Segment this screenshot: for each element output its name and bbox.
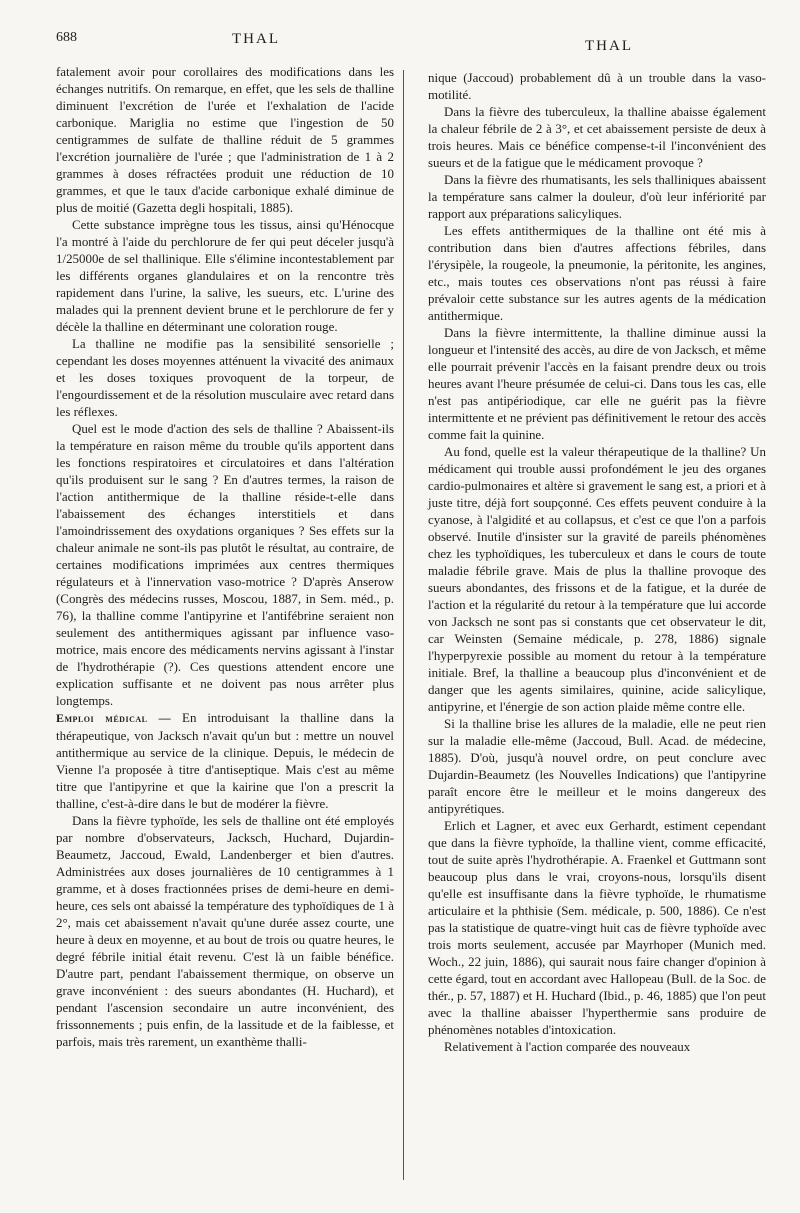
section-lead: Emploi médical —	[56, 711, 172, 725]
paragraph: Dans la fièvre typhoïde, les sels de thalline ont été employés par nombre d'observateurs, Jacksch, Huchard, Dujardin-Beaumetz, Jaccoud, Ewald, Landenberger et bien d'autres. Administrées aux doses journalières de 10 centigrammes à 1 gramme, et à doses fractionnées prises de demi-heure en demi-heure, ces sels ont abaissé la température des typhoïdiques de 1 à 2°, mais cet abaissement n'avait qu'une durée assez courte, une heure à deux en moyenne, et au bout de trois ou quatre heures, le degré fébrile initial était revenu. C'est là un faible bénéfice. D'autre part, pendant l'abaissement thermique, on observe un grave inconvénient : des sueurs abondantes (H. Huchard), et pendant l'ascension secondaire un autre inconvénient, des frissonnements ; puis enfin, de la lassitude et de la faiblesse, et parfois, mais très rarement, un exanthème thalli-	[56, 813, 394, 1049]
paragraph: Cette substance imprègne tous les tissus, ainsi qu'Hénocque l'a montré à l'aide du perchlorure de fer qui peut déceler jusqu'à 1/25000e de sel thallinique. Elle s'élimine incontestablement par les différents organes glandulaires et on la rencontre très rapidement dans l'urine, la salive, les sueurs, etc. L'urine des malades qui la prennent devient brune et le perchlorure de fer y décèle la thalline en déterminant une coloration rouge.	[56, 217, 394, 334]
paragraph: fatalement avoir pour corollaires des modifications dans les échanges nutritifs. On remarque, en effet, que les sels de thalline diminuent l'excrétion de l'urée et l'exhalation de l'acide carbonique. Mariglia no estime que l'ingestion de 50 centigrammes de sulfate de thalline réduit de 5 grammes l'excrétion journalière de l'urée ; que l'administration de 1 à 2 grammes à doses réfractées produit une réduction de 10 grammes, et que le taux d'acide carbonique exhalé diminue de plus de moitié (Gazetta degli hospitali, 1885).	[56, 64, 394, 215]
right-column	[428, 69, 766, 1055]
column-divider	[403, 70, 404, 1180]
paragraph: nique (Jaccoud) probablement dû à un trouble dans la vaso-motilité.	[428, 70, 766, 102]
page-number: 688	[56, 30, 77, 45]
paragraph: Au fond, quelle est la valeur thérapeutique de la thalline? Un médicament qui trouble aussi profondément le jeu des organes cardio-pulmonaires et altère si gravement le sang est, a priori et à juste titre, déjà fort soupçonné. Ces effets peuvent conduire à la cyanose, à l'algidité et au collapsus, et c'est ce que l'on a parfois observé. Inutile d'insister sur la gravité de pareils phénomènes chez les typhoïdiques, les tuberculeux et dans le cours de toute maladie fébrile grave. Mais de plus la thalline provoque des sueurs abondantes, des frissons et de la fatigue, et la durée de l'action et la régularité du retour à la température que lui accorde von Jacksch ne sont pas si constants que cet observateur le dit, car Weinsten (Semaine médicale, p. 278, 1886) signale l'hyperpyrexie possible au moment du retour à la température initiale. Bref, la thalline a beaucoup plus d'inconvénient et de danger que les agents similaires, quinine, acide salicylique, antipyrine, et l'énergie de son action plaide même contre elle.	[428, 444, 766, 714]
paragraph: Erlich et Lagner, et avec eux Gerhardt, estiment cependant que dans la fièvre typhoïde, la thalline vient, comme efficacité, tout de suite après l'hydrothérapie. A. Fraenkel et Guttmann sont beaucoup plus dans le vrai, croyons-nous, lorsqu'ils disent qu'elle est insuffisante dans la fièvre typhoïde, le rhumatisme articulaire et la phthisie (Sem. médicale, p. 500, 1886). Ce n'est pas la statistique de quatre-vingt huit cas de fièvre typhoïde avec trois morts seulement, accusée par Mayrhoper (Munich med. Woch., 22 juin, 1886), qui saurait nous faire changer d'opinion à cette égard, tout en accordant avec Hallopeau (Bull. de la Soc. de thér., p. 57, 1887) et H. Huchard (Ibid., p. 46, 1885) que l'on peut avec la thalline abaisser l'hyperthermie sans produire de phénomènes notables d'intoxication.	[428, 818, 766, 1037]
paragraph: Dans la fièvre des rhumatisants, les sels thalliniques abaissent la température sans calmer la douleur, d'où leur infériorité par rapport aux préparations salicyliques.	[428, 172, 766, 221]
paragraph: Quel est le mode d'action des sels de thalline ? Abaissent-ils la température en raison même du trouble qu'ils apportent dans les fonctions respiratoires et circulatoires et dans l'altération qu'ils produisent sur le sang ? En d'autres termes, la raison de l'action antithermique de la thalline réside-t-elle dans l'abaissement des échanges interstitiels et dans l'amoindrissement des oxydations organiques ? Ses effets sur la chaleur animale ne sont-ils pas plutôt le résultat, au contraire, de certaines modifications imprimées aux centres thermiques régulateurs et à l'innervation vaso-motrice ? D'après Anserow (Congrès des médecins russes, Moscou, 1887, in Sem. méd., p. 76), la thalline comme l'antipyrine et l'antifébrine seraient non seulement des antithermiques agissant par influence vaso-motrice, mais encore des médicaments nervins agissant à l'instar de l'hydrothérapie (?). Ces questions attendent encore une explication suffisante et ne doivent pas nous arrêter plus longtemps.	[56, 421, 394, 708]
paragraph-emploi-medical	[56, 709, 394, 812]
paragraph: La thalline ne modifie pas la sensibilité sensorielle ; cependant les doses moyennes atténuent la vivacité des animaux et les doses toxiques provoquent de la torpeur, de l'engourdissement et de la résolution musculaire avec retard dans les réflexes.	[56, 336, 394, 419]
paragraph: Les effets antithermiques de la thalline ont été mis à contribution dans bien d'autres affections fébriles, dans l'érysipèle, la rougeole, la pneumonie, la péritonite, les angines, etc., mais toutes ces observations n'ont pas réussi à faire prévaloir cette substance sur les autres agents de la médication antithermique.	[428, 223, 766, 323]
left-column	[56, 63, 394, 1050]
paragraph-text: En introduisant la thalline dans la thérapeutique, von Jacksch n'avait qu'un but : mettre un nouvel antithermique au service de la clinique. Depuis, le médecin de Vienne l'a proposée à titre d'antiseptique. Mais c'est au même titre que l'antipyrine et que la kairine que l'on a prescrit la thalline, c'est-à-dire dans le but de modérer la fièvre.	[56, 710, 394, 811]
running-head-left: THAL	[232, 31, 280, 47]
paragraph: Dans la fièvre intermittente, la thalline diminue aussi la longueur et l'intensité des accès, au dire de von Jacksch, et même elle pourrait prévenir l'accès en la faisant prendre deux ou trois heures avant l'heure présumée de celui-ci. Dans tous les cas, elle n'est pas antipériodique, car elle ne guérit pas la fièvre intermittente et ne prévient pas définitivement le retour des accès comme fait la quinine.	[428, 325, 766, 442]
paragraph: Dans la fièvre des tuberculeux, la thalline abaisse également la chaleur fébrile de 2 à 3°, et cet abaissement persiste de deux à trois heures. Mais ce bénéfice compense-t-il l'inconvénient des sueurs et de la fatigue que le médicament provoque ?	[428, 104, 766, 170]
paragraph: Relativement à l'action comparée des nouveaux	[444, 1039, 691, 1054]
paragraph: Si la thalline brise les allures de la maladie, elle ne peut rien sur la maladie elle-même (Jaccoud, Bull. Acad. de médecine, 1885). D'où, jusqu'à nouvel ordre, on peut conclure avec Dujardin-Beaumetz (les Nouvelles Indications) que l'antipyrine paraît encore être le meilleur et le moins dangereux des antipyrétiques.	[428, 716, 766, 816]
running-head-right: THAL	[585, 38, 633, 54]
